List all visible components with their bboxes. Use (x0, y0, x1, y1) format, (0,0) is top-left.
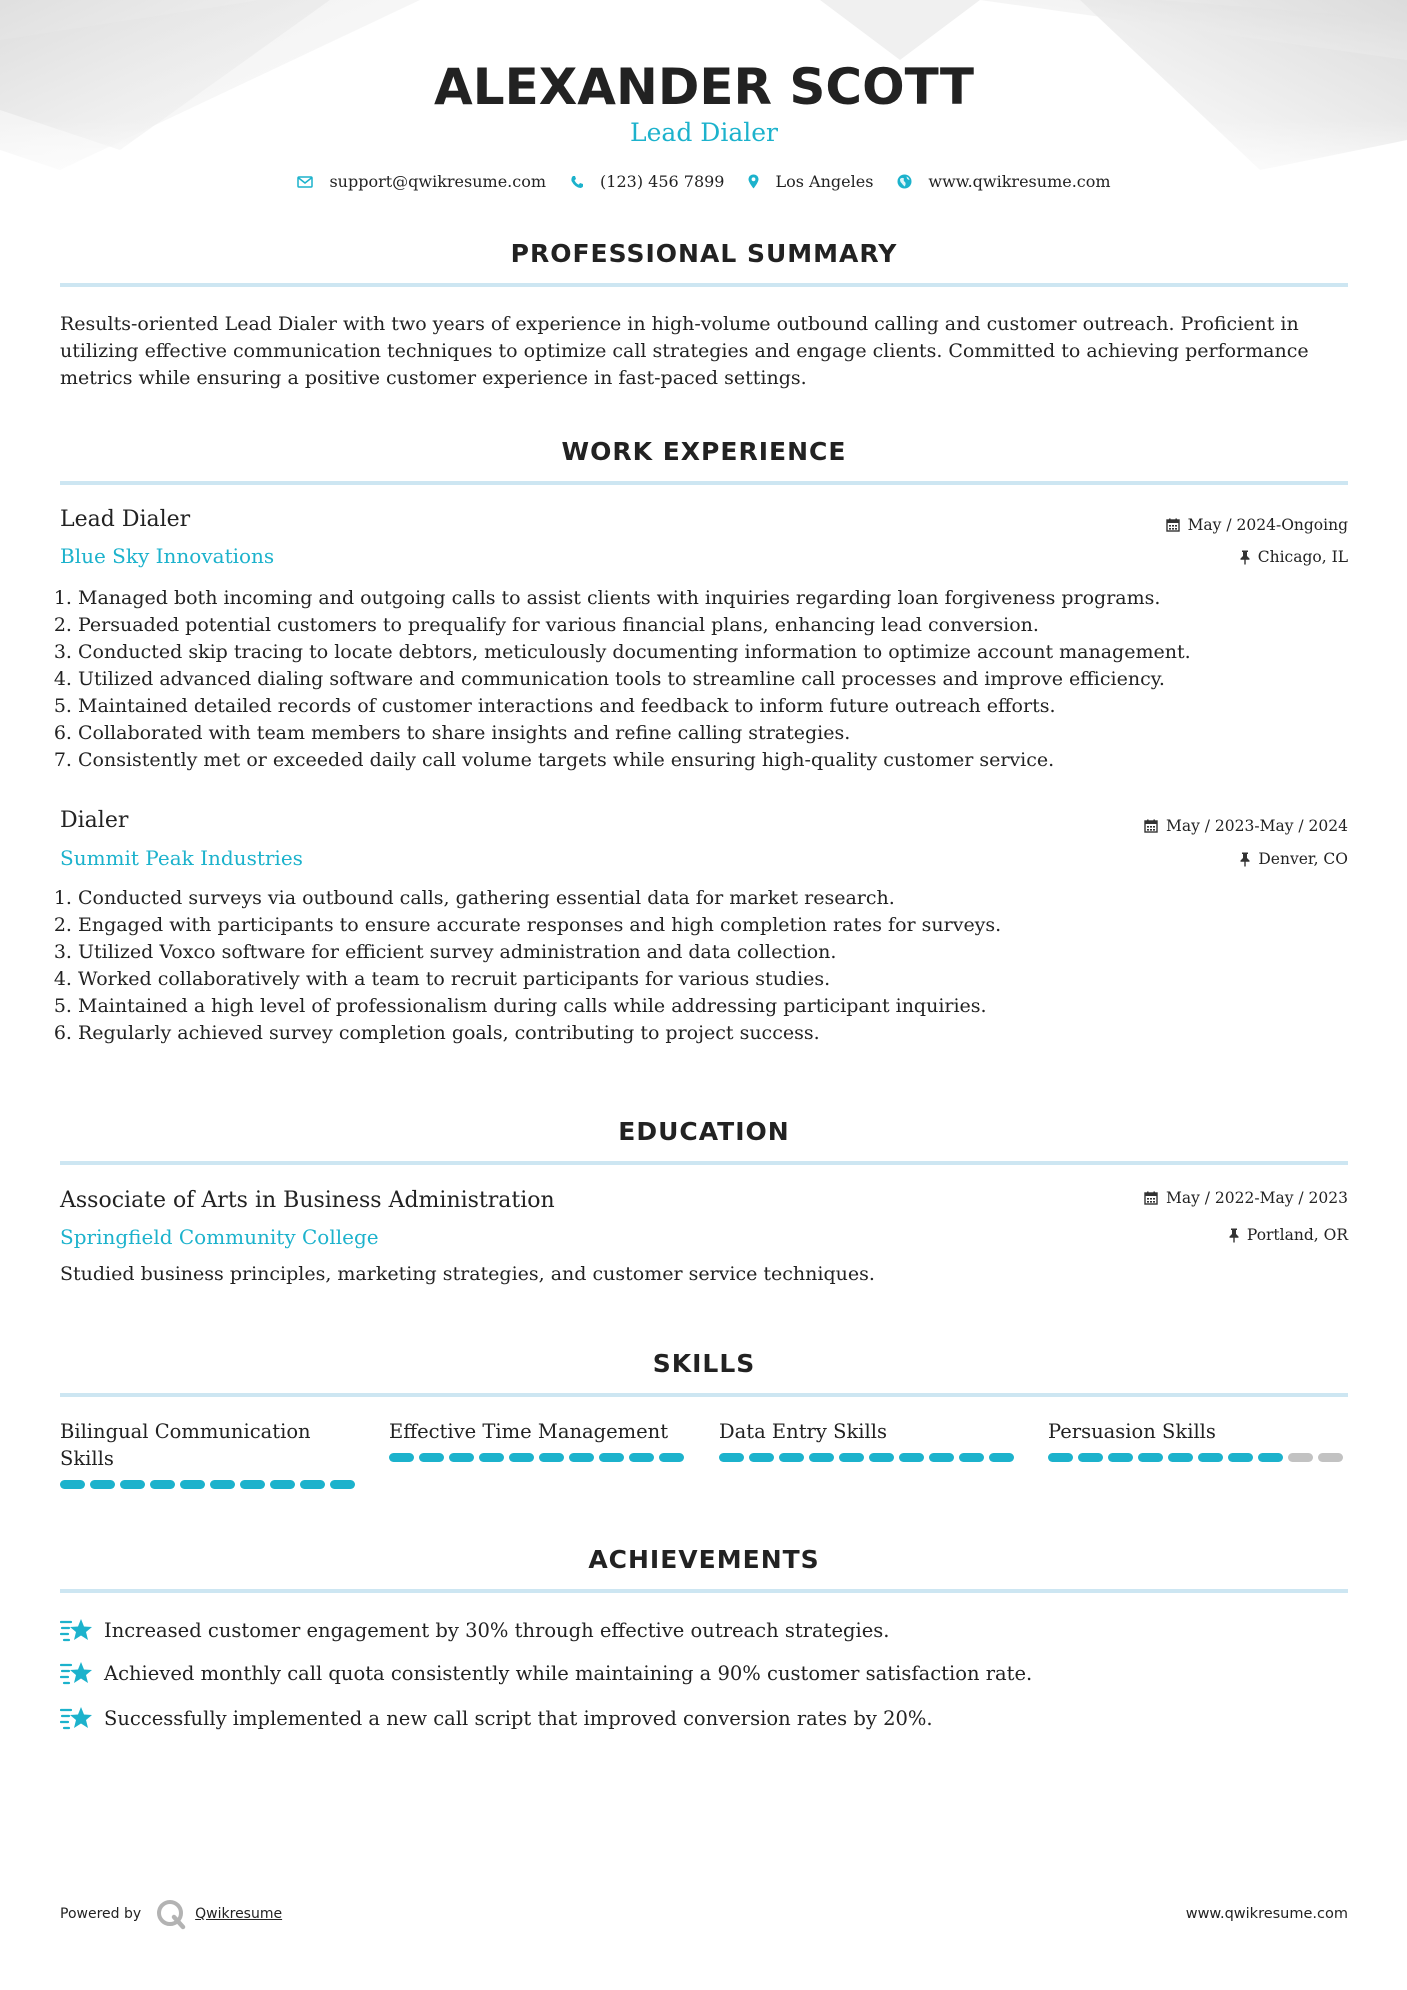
contact-email-text: support@qwikresume.com (329, 172, 547, 191)
skill-segment-filled (659, 1453, 684, 1462)
education-degree: Associate of Arts in Business Administration (60, 1188, 555, 1213)
skill-segment-filled (479, 1453, 504, 1462)
achievements-divider (60, 1589, 1348, 1593)
contact-website-text: www.qwikresume.com (928, 172, 1111, 191)
job-2-dates-text: May / 2023-May / 2024 (1165, 817, 1348, 835)
skill-name: Bilingual Communication Skills (60, 1420, 311, 1470)
skill-segment-filled (1078, 1453, 1103, 1462)
footer-powered-by (60, 1898, 282, 1930)
skill-segment-filled (449, 1453, 474, 1462)
achievement-item (60, 1705, 933, 1731)
skill-segment-empty (1318, 1453, 1343, 1462)
skill-segment-filled (1198, 1453, 1223, 1462)
job-1-title: Lead Dialer (60, 507, 191, 532)
list-item: 6. Regularly achieved survey completion goals, contributing to project success. (78, 1020, 1366, 1047)
candidate-name: ALEXANDER SCOTT (434, 58, 974, 116)
skill-segment-filled (629, 1453, 654, 1462)
skill-segment-filled (240, 1480, 265, 1489)
list-item: 1. Conducted surveys via outbound calls, gathering essential data for market research. (78, 885, 1366, 912)
skill-segment-filled (1138, 1453, 1163, 1462)
summary-text: Results-oriented Lead Dialer with two years of experience in high-volume outbound calling and customer outreach. Proficient in utilizing effective communication techniques to optimize call strategies and engage clients. Committed to achieving performance metrics while ensuring a positive customer experience in fast-paced settings. (60, 313, 1309, 389)
job-1-dates (1166, 516, 1348, 534)
skill-segment-filled (1258, 1453, 1283, 1462)
pushpin-icon (1240, 550, 1250, 565)
list-item: 3. Conducted skip tracing to locate debtors, meticulously documenting information to optimize account management. (78, 639, 1366, 666)
achievement-text: Achieved monthly call quota consistently while maintaining a 90% customer satisfaction rate. (104, 1661, 1033, 1685)
shooting-star-icon (60, 1660, 94, 1686)
achievement-text: Increased customer engagement by 30% through effective outreach strategies. (104, 1618, 890, 1642)
education-heading: EDUCATION (618, 1117, 790, 1146)
skills-heading: SKILLS (652, 1349, 756, 1378)
skill-name: Persuasion Skills (1048, 1420, 1216, 1443)
skill-segment-filled (809, 1453, 834, 1462)
achievements-heading: ACHIEVEMENTS (588, 1545, 820, 1574)
education-dates-text: May / 2022-May / 2023 (1165, 1189, 1348, 1207)
skill-segment-filled (180, 1480, 205, 1489)
skill-segment-filled (60, 1480, 85, 1489)
calendar-icon (1144, 1191, 1158, 1205)
skill-segment-filled (270, 1480, 295, 1489)
skill-level-bar (1048, 1453, 1348, 1462)
skill-segment-empty (1288, 1453, 1313, 1462)
job-2-title: Dialer (60, 808, 129, 833)
skill-name: Data Entry Skills (719, 1420, 887, 1443)
skill-segment-filled (719, 1453, 744, 1462)
pushpin-icon (1240, 852, 1250, 867)
skill-segment-filled (1108, 1453, 1133, 1462)
skill-segment-filled (989, 1453, 1014, 1462)
calendar-icon (1166, 518, 1180, 532)
phone-icon (570, 175, 584, 189)
skill-segment-filled (839, 1453, 864, 1462)
skill-segment-filled (599, 1453, 624, 1462)
job-2-duties (60, 885, 1366, 1047)
skill-segment-filled (959, 1453, 984, 1462)
skill-segment-filled (300, 1480, 325, 1489)
contact-website[interactable] (897, 172, 1110, 191)
education-divider (60, 1161, 1348, 1165)
skill-segment-filled (90, 1480, 115, 1489)
contact-bar (60, 172, 1348, 191)
list-item: 2. Persuaded potential customers to prequalify for various financial plans, enhancing lead conversion. (78, 612, 1366, 639)
skill-segment-filled (929, 1453, 954, 1462)
list-item: 1. Managed both incoming and outgoing calls to assist clients with inquiries regarding loan forgiveness programs. (78, 585, 1366, 612)
contact-email[interactable] (297, 172, 546, 191)
job-1-dates-text: May / 2024-Ongoing (1187, 516, 1348, 534)
skills-grid (60, 1418, 1348, 1508)
summary-heading: PROFESSIONAL SUMMARY (510, 239, 898, 268)
skill-segment-filled (569, 1453, 594, 1462)
skill-segment-filled (120, 1480, 145, 1489)
list-item: 5. Maintained a high level of professionalism during calls while addressing participant inquiries. (78, 993, 1366, 1020)
skill-level-bar (60, 1480, 360, 1489)
summary-divider (60, 283, 1348, 287)
powered-by-label: Powered by (60, 1906, 142, 1922)
skill-segment-filled (419, 1453, 444, 1462)
skill-item (719, 1418, 1019, 1462)
skill-segment-filled (899, 1453, 924, 1462)
skill-segment-filled (1168, 1453, 1193, 1462)
skill-segment-filled (330, 1480, 355, 1489)
skill-name: Effective Time Management (389, 1420, 669, 1443)
skill-item (1048, 1418, 1348, 1462)
skill-level-bar (719, 1453, 1019, 1462)
qwikresume-link[interactable]: Qwikresume (195, 1906, 283, 1922)
skill-segment-filled (749, 1453, 774, 1462)
list-item: 6. Collaborated with team members to share insights and refine calling strategies. (78, 720, 1366, 747)
education-description: Studied business principles, marketing strategies, and customer service techniques. (60, 1263, 875, 1285)
job-2-company: Summit Peak Industries (60, 846, 303, 870)
skill-segment-filled (869, 1453, 894, 1462)
job-1-company: Blue Sky Innovations (60, 544, 275, 568)
skills-divider (60, 1393, 1348, 1397)
list-item: 3. Utilized Voxco software for efficient survey administration and data collection. (78, 939, 1366, 966)
footer-website[interactable]: www.qwikresume.com (1185, 1906, 1348, 1922)
calendar-icon (1144, 819, 1158, 833)
experience-heading: WORK EXPERIENCE (561, 437, 847, 466)
skill-segment-filled (150, 1480, 175, 1489)
skill-segment-filled (1048, 1453, 1073, 1462)
list-item: 5. Maintained detailed records of customer interactions and feedback to inform future outreach efforts. (78, 693, 1366, 720)
job-1-location (1240, 548, 1348, 566)
contact-location-text: Los Angeles (775, 172, 874, 191)
list-item: 7. Consistently met or exceeded daily call volume targets while ensuring high-quality customer service. (78, 747, 1366, 774)
education-dates (1144, 1189, 1348, 1207)
list-item: 4. Utilized advanced dialing software and communication tools to streamline call processes and improve efficiency. (78, 666, 1366, 693)
job-1-location-text: Chicago, IL (1257, 548, 1348, 566)
map-pin-icon (748, 174, 759, 189)
skill-item (389, 1418, 689, 1462)
job-2-location-text: Denver, CO (1258, 850, 1348, 868)
achievement-text: Successfully implemented a new call script that improved conversion rates by 20%. (104, 1706, 933, 1730)
job-2-location (1240, 850, 1348, 868)
pushpin-icon (1229, 1228, 1239, 1243)
experience-divider (60, 481, 1348, 485)
job-2-dates (1144, 817, 1348, 835)
education-school: Springfield Community College (60, 1225, 379, 1249)
contact-location (748, 172, 873, 191)
contact-phone[interactable] (570, 172, 724, 191)
qwikresume-logo-icon (155, 1898, 187, 1930)
candidate-role: Lead Dialer (630, 118, 778, 147)
achievement-item (60, 1660, 1032, 1686)
skill-segment-filled (539, 1453, 564, 1462)
shooting-star-icon (60, 1617, 94, 1643)
contact-phone-text: (123) 456 7899 (600, 172, 725, 191)
job-1-duties (60, 585, 1366, 774)
skill-level-bar (389, 1453, 689, 1462)
education-location (1229, 1226, 1348, 1244)
education-location-text: Portland, OR (1246, 1226, 1348, 1244)
list-item: 2. Engaged with participants to ensure accurate responses and high completion rates for surveys. (78, 912, 1366, 939)
globe-icon (897, 174, 912, 189)
skill-item (60, 1418, 360, 1489)
skill-segment-filled (509, 1453, 534, 1462)
skill-segment-filled (210, 1480, 235, 1489)
list-item: 4. Worked collaboratively with a team to recruit participants for various studies. (78, 966, 1366, 993)
skill-segment-filled (779, 1453, 804, 1462)
shooting-star-icon (60, 1705, 94, 1731)
achievement-item (60, 1617, 889, 1643)
skill-segment-filled (1228, 1453, 1253, 1462)
skill-segment-filled (389, 1453, 414, 1462)
envelope-icon (297, 176, 313, 188)
